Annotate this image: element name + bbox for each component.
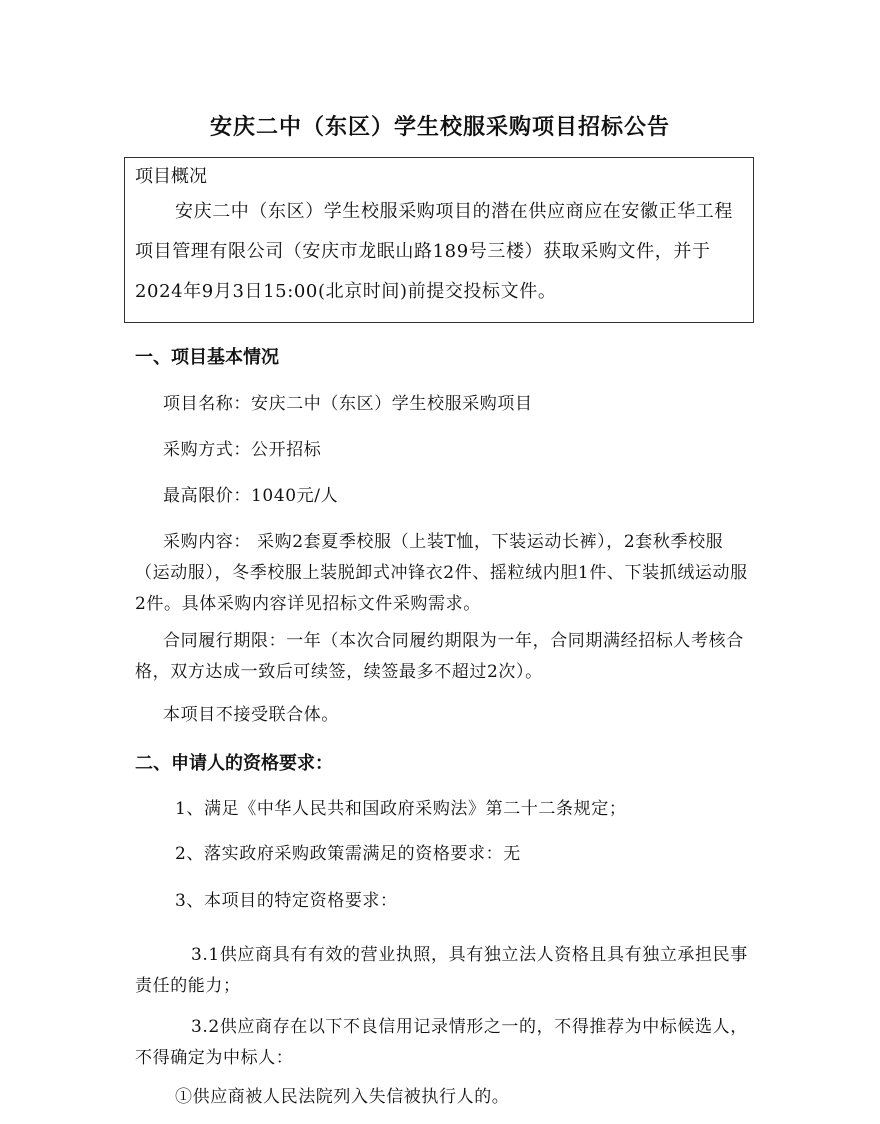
section-2-heading: 二、申请人的资格要求：: [135, 753, 333, 774]
requirement-3-1: 3.1供应商具有有效的营业执照，具有独立法人资格且具有独立承担民事责任的能力；: [135, 945, 748, 996]
document-title: 安庆二中（东区）学生校服采购项目招标公告: [209, 115, 670, 140]
requirement-1: 1、满足《中华人民共和国政府采购法》第二十二条规定；: [175, 799, 627, 819]
requirement-2: 2、落实政府采购政策需满足的资格要求：无: [175, 844, 521, 864]
contract-period: 合同履行期限：一年（本次合同履约期限为一年，合同期满经招标人考核合格，双方达成一致后可续签，续签最多不超过2次）。: [135, 631, 744, 682]
procurement-method: 采购方式：公开招标: [163, 440, 322, 460]
project-name: 项目名称：安庆二中（东区）学生校服采购项目: [163, 394, 533, 414]
max-price: 最高限价：1040元/人: [163, 486, 339, 506]
section-1-heading: 一、项目基本情况: [135, 347, 279, 368]
requirement-3-2: 3.2供应商存在以下不良信用记录情形之一的，不得推荐为中标候选人，不得确定为中标人：: [135, 1017, 748, 1068]
consortium-note: 本项目不接受联合体。: [163, 705, 339, 725]
requirement-3: 3、本项目的特定资格要求：: [175, 891, 398, 911]
procurement-content: 采购内容： 采购2套夏季校服（上装T恤，下装运动长裤），2套秋季校服（运动服），冬季校服上装脱卸式冲锋衣2件、摇粒绒内胆1件、下装抓绒运动服2件。具体采购内容详见招标文件采购需求。: [135, 532, 748, 614]
bad-credit-item-1: ①供应商被人民法院列入失信被执行人的。: [175, 1087, 510, 1107]
overview-box: [124, 157, 754, 323]
overview-body: 安庆二中（东区）学生校服采购项目的潜在供应商应在安徽正华工程项目管理有限公司（安庆市龙眠山路189号三楼）获取采购文件，并于2024年9月3日15:00(北京时间)前提交投标文件。: [135, 201, 733, 302]
overview-heading: 项目概况: [135, 166, 207, 187]
